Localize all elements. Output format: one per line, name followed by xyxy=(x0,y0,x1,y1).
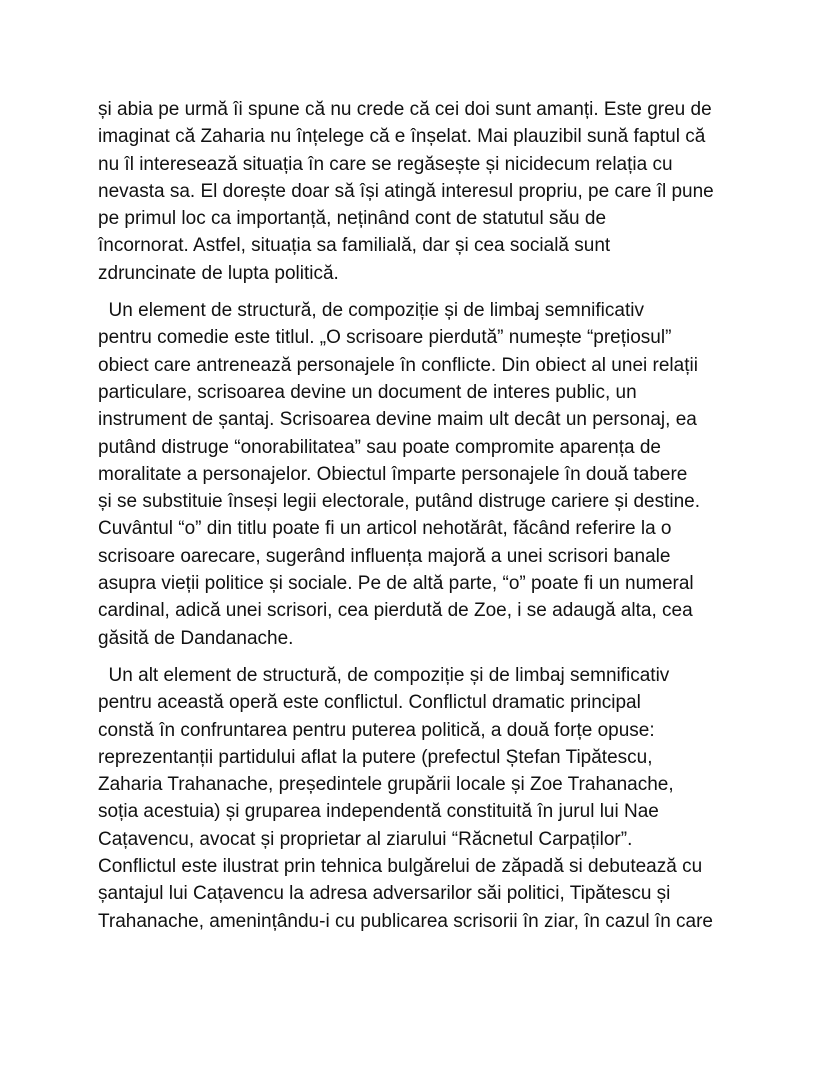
text-line: Conflictul este ilustrat prin tehnica bulgărelui de zăpadă si debutează cu xyxy=(98,856,703,878)
text-line: nevasta sa. El dorește doar să își atingă interesul propriu, pe care îl pune xyxy=(98,180,714,202)
text-line: putând distruge “onorabilitatea” sau poate compromite aparența de xyxy=(98,436,661,458)
text-line: găsită de Dandanache. xyxy=(98,627,294,649)
text-line: nu îl interesează situația în care se regăsește și nicidecum relația cu xyxy=(98,153,673,175)
paragraph-3 xyxy=(98,662,748,935)
paragraph-2 xyxy=(98,297,748,652)
text-line: Cuvântul “o” din titlu poate fi un articol nehotărât, făcând referire la o xyxy=(98,518,672,540)
text-line: zdruncinate de lupta politică. xyxy=(98,262,339,284)
text-line: încornorat. Astfel, situația sa familială, dar și cea socială sunt xyxy=(98,235,611,257)
text-line: pe primul loc ca importanță, neținând cont de statutul său de xyxy=(98,208,607,230)
text-line: șantajul lui Cațavencu la adresa adversarilor săi politici, Tipătescu și xyxy=(98,883,671,905)
text-line: și abia pe urmă îi spune că nu crede că cei doi sunt amanți. Este greu de xyxy=(98,99,712,120)
text-line: instrument de șantaj. Scrisoarea devine maim ult decât un personaj, ea xyxy=(98,409,697,431)
text-line: reprezentanții partidului aflat la putere (prefectul Ștefan Tipătescu, xyxy=(98,746,653,768)
text-line: scrisoare oarecare, sugerând influența majoră a unei scrisori banale xyxy=(98,545,671,567)
text-line: Un alt element de structură, de compoziție și de limbaj semnificativ xyxy=(98,664,670,686)
text-line: cardinal, adică unei scrisori, cea pierdută de Zoe, i se adaugă alta, cea xyxy=(98,600,693,622)
text-line: asupra vieții politice și sociale. Pe de altă parte, “o” poate fi un numeral xyxy=(98,573,694,595)
text-line: Zaharia Trahanache, președintele grupării locale și Zoe Trahanache, xyxy=(98,774,674,796)
text-line: soția acestuia) și gruparea independentă constituită în jurul lui Nae xyxy=(98,801,659,823)
text-line: moralitate a personajelor. Obiectul împarte personajele în două tabere xyxy=(98,463,688,485)
text-line: particulare, scrisoarea devine un document de interes public, un xyxy=(98,381,637,403)
paragraph-1 xyxy=(98,96,748,287)
text-line: obiect care antrenează personajele în conflicte. Din obiect al unei relații xyxy=(98,354,698,376)
text-line: pentru această operă este conflictul. Conflictul dramatic principal xyxy=(98,692,641,714)
text-line: și se substituie înseși legii electorale, putând distruge cariere și destine. xyxy=(98,491,700,513)
text-line: imaginat că Zaharia nu înțelege că e înșelat. Mai plauzibil sună faptul că xyxy=(98,126,706,148)
text-line: Trahanache, amenințându-i cu publicarea scrisorii în ziar, în cazul în care xyxy=(98,910,713,932)
text-line: constă în confruntarea pentru puterea politică, a două forțe opuse: xyxy=(98,719,655,741)
text-line: Un element de structură, de compoziție și de limbaj semnificativ xyxy=(98,300,644,322)
text-line: pentru comedie este titlul. „O scrisoare pierdută” numește “prețiosul” xyxy=(98,327,672,349)
text-line: Cațavencu, avocat și proprietar al ziarului “Răcnetul Carpaților”. xyxy=(98,828,633,850)
document-page xyxy=(98,96,748,945)
